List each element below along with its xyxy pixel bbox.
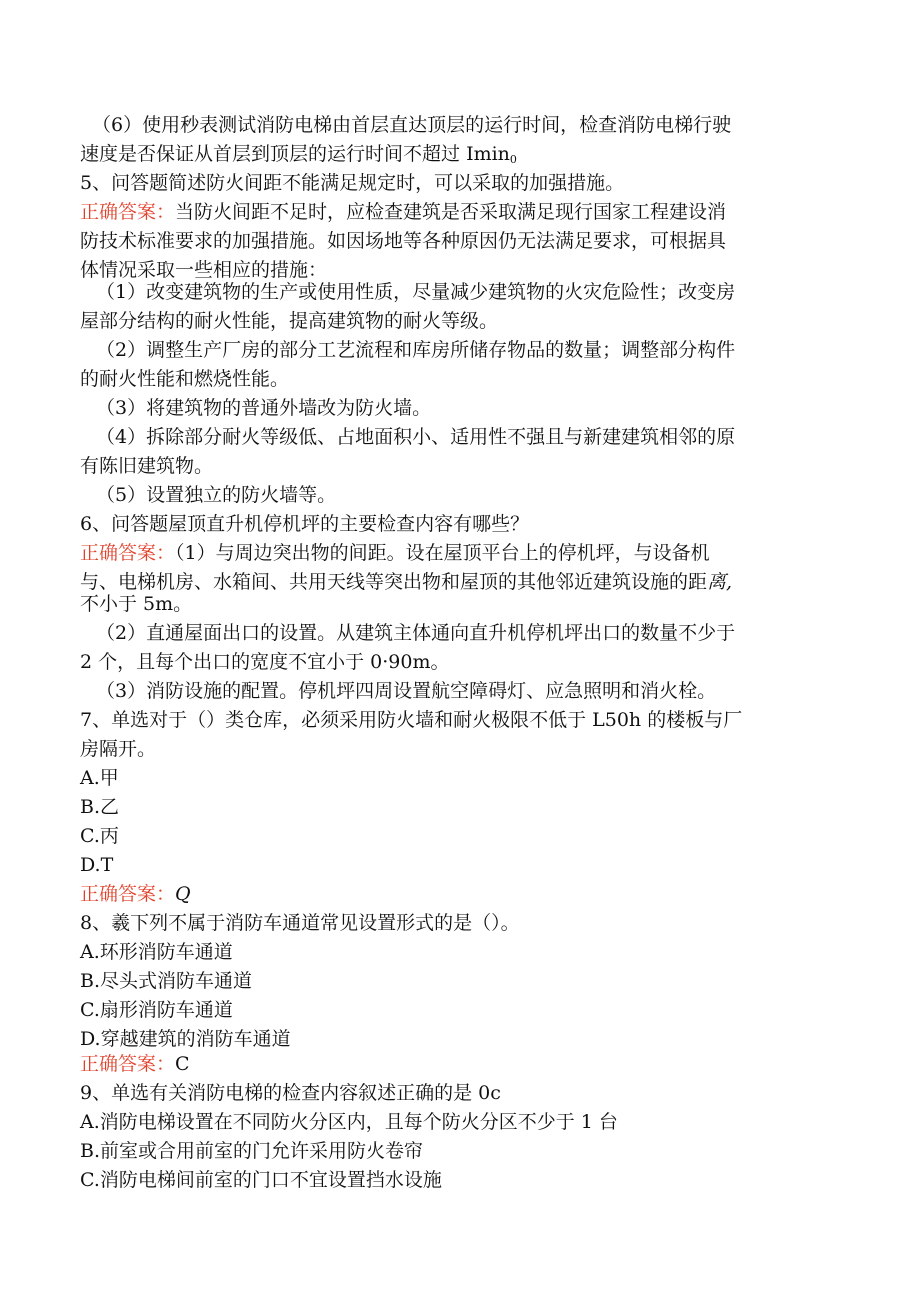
question-5: 5、问答题简述防火间距不能满足规定时，可以采取的加强措施。 bbox=[80, 172, 625, 194]
option-a: A.环形消防车通道 bbox=[80, 941, 233, 963]
question-9: 9、单选有关消防电梯的检查内容叙述正确的是 0c bbox=[80, 1082, 501, 1104]
answer-6-line1 bbox=[80, 541, 710, 565]
option-b: B.前室或合用前室的门允许采用防火卷帘 bbox=[80, 1140, 424, 1162]
question-7-line2: 房隔开。 bbox=[80, 738, 157, 760]
option-a: A.消防电梯设置在不同防火分区内，且每个防火分区不少于 1 台 bbox=[80, 1111, 618, 1133]
text-span: 速度是否保证从首层到顶层的运行时间不超过 bbox=[80, 143, 461, 165]
answer-5-item5: （5）设置独立的防火墙等。 bbox=[96, 484, 337, 506]
option-d: D.穿越建筑的消防车通道 bbox=[80, 1028, 291, 1050]
answer-label: 正确答案： bbox=[80, 542, 176, 564]
answer-5-item2-line2: 的耐火性能和燃烧性能。 bbox=[80, 368, 290, 390]
q4-step6-line2 bbox=[80, 142, 517, 172]
option-b: B.乙 bbox=[80, 796, 120, 818]
q4-step6-line1: （6）使用秒表测试消防电梯由首层直达顶层的运行时间，检查消防电梯行驶 bbox=[92, 114, 732, 136]
text-span: 离, bbox=[707, 571, 733, 593]
text-span: Q bbox=[175, 883, 191, 905]
question-6: 6、问答题屋顶直升机停机坪的主要检查内容有哪些？ bbox=[80, 513, 530, 535]
answer-6-item2-line2: 2 个，且每个出口的宽度不宜小于 0·90m。 bbox=[80, 651, 450, 673]
option-c: C.消防电梯间前室的门口不宜设置挡水设施 bbox=[80, 1169, 442, 1191]
answer-label: 正确答案： bbox=[80, 883, 176, 905]
question-8: 8、羲下列不属于消防车通道常见设置形式的是（）。 bbox=[80, 912, 520, 934]
answer-5-item4-line1: （4）拆除部分耐火等级低、占地面积小、适用性不强且与新建建筑相邻的原 bbox=[96, 426, 736, 448]
answer-6-line3: 不小于 5m。 bbox=[80, 593, 193, 615]
option-b: B.尽头式消防车通道 bbox=[80, 970, 253, 992]
option-c: C.丙 bbox=[80, 825, 119, 847]
answer-7 bbox=[80, 882, 191, 906]
answer-6-item3: （3）消防设施的配置。停机坪四周设置航空障碍灯、应急照明和消火栓。 bbox=[96, 680, 717, 702]
answer-5-item2-line1: （2）调整生产厂房的部分工艺流程和库房所储存物品的数量；调整部分构件 bbox=[96, 339, 736, 361]
text-span: 当防火间距不足时，应检查建筑是否采取满足现行国家工程建设消 bbox=[175, 201, 727, 223]
answer-6-item2-line1: （2）直通屋面出口的设置。从建筑主体通向直升机停机坪出口的数量不少于 bbox=[96, 622, 736, 644]
answer-5-item1-line1: （1）改变建筑物的生产或使用性质，尽量减少建筑物的火灾危险性；改变房 bbox=[96, 281, 736, 303]
answer-label: 正确答案： bbox=[80, 201, 176, 223]
answer-8 bbox=[80, 1052, 190, 1076]
text-span: C bbox=[175, 1053, 190, 1075]
answer-label: 正确答案： bbox=[80, 1053, 176, 1075]
answer-5-line1 bbox=[80, 200, 726, 224]
subscript: 0 bbox=[509, 153, 517, 166]
option-d: D.T bbox=[80, 854, 114, 876]
option-a: A.甲 bbox=[80, 767, 119, 789]
answer-6-line2 bbox=[80, 570, 732, 594]
answer-5-item3: （3）将建筑物的普通外墙改为防火墙。 bbox=[96, 397, 432, 419]
text-span: 与、电梯机房、水箱间、共用天线等突出物和屋顶的其他邻近建筑设施的距 bbox=[80, 571, 708, 593]
text-span: Imin bbox=[466, 143, 510, 165]
answer-5-item4-line2: 有陈旧建筑物。 bbox=[80, 455, 214, 477]
answer-5-item1-line2: 屋部分结构的耐火性能，提高建筑物的耐火等级。 bbox=[80, 310, 499, 332]
answer-5-line3: 体情况采取一些相应的措施： bbox=[80, 259, 328, 281]
answer-5-line2: 防技术标准要求的加强措施。如因场地等各种原因仍无法满足要求，可根据具 bbox=[80, 230, 727, 252]
text-span: （1）与周边突出物的间距。设在屋顶平台上的停机坪，与设备机 bbox=[175, 542, 710, 564]
question-7-line1: 7、单选对于（）类仓库，必须采用防火墙和耐火极限不低于 L50h 的楼板与厂 bbox=[80, 709, 743, 731]
option-c: C.扇形消防车通道 bbox=[80, 999, 233, 1021]
